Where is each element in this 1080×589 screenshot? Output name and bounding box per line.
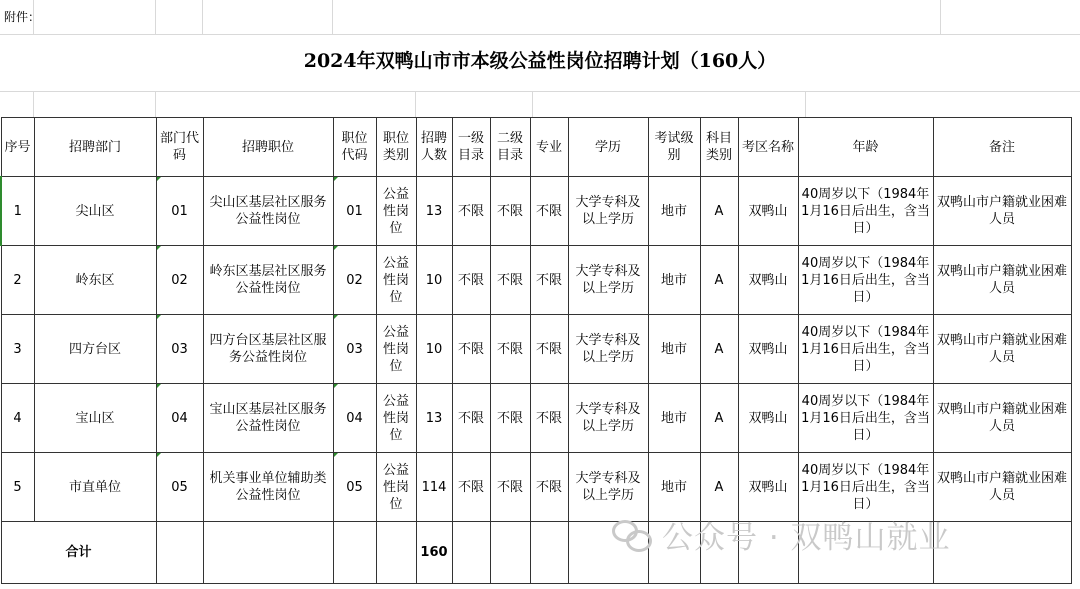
cell-major[interactable]: 不限 [530,453,568,522]
attachment-label: 附件： [4,10,41,24]
table-row [1,315,1071,384]
cell-age[interactable]: 40周岁以下（1984年1月16日后出生，含当日） [798,177,933,246]
cell-count[interactable]: 10 [416,246,452,315]
cell-level[interactable]: 地市 [648,453,700,522]
gridline [332,0,333,34]
cell-age[interactable]: 40周岁以下（1984年1月16日后出生，含当日） [798,453,933,522]
header-row [1,118,1071,177]
cell-count[interactable]: 13 [416,384,452,453]
cell-edu[interactable]: 大学专科及以上学历 [568,453,648,522]
empty-cell[interactable] [452,522,490,584]
cell-count[interactable]: 10 [416,315,452,384]
cell-pos-code[interactable]: 01 [333,177,376,246]
gridline [155,0,156,34]
table-row [1,246,1071,315]
empty-cell[interactable] [376,522,416,584]
table-row [1,177,1071,246]
cell-no[interactable]: 1 [1,177,34,246]
cell-major[interactable]: 不限 [530,384,568,453]
cell-dept[interactable]: 市直单位 [34,453,156,522]
empty-cell[interactable] [156,522,203,584]
cell-no[interactable]: 2 [1,246,34,315]
cell-dept[interactable]: 四方台区 [34,315,156,384]
header-cell[interactable]: 年龄 [798,118,933,177]
cell-dept[interactable]: 宝山区 [34,384,156,453]
cell-area[interactable]: 双鸭山 [738,453,798,522]
cell-area[interactable]: 双鸭山 [738,315,798,384]
header-cell[interactable]: 科目类别 [700,118,738,177]
cell-pos-code[interactable]: 04 [333,384,376,453]
cell-position[interactable]: 宝山区基层社区服务公益性岗位 [203,384,333,453]
cell-subject[interactable]: A [700,177,738,246]
watermark-text: 公众号 · 双鸭山就业 [662,520,951,556]
header-cell[interactable]: 备注 [933,118,1071,177]
cell-category[interactable]: 公益性岗位 [376,246,416,315]
total-count[interactable]: 160 [416,522,452,584]
empty-cell[interactable] [490,522,530,584]
header-cell[interactable]: 职位类别 [376,118,416,177]
header-cell[interactable]: 招聘职位 [203,118,333,177]
cell-dept-code[interactable]: 04 [156,384,203,453]
cell-position[interactable]: 岭东区基层社区服务公益性岗位 [203,246,333,315]
header-cell[interactable]: 学历 [568,118,648,177]
watermark [612,512,951,557]
gridline [805,91,806,117]
cell-no[interactable]: 4 [1,384,34,453]
header-cell[interactable]: 二级目录 [490,118,530,177]
header-cell[interactable]: 考区名称 [738,118,798,177]
cell-note[interactable]: 双鸭山市户籍就业困难人员 [933,384,1071,453]
cell-note[interactable]: 双鸭山市户籍就业困难人员 [933,177,1071,246]
cell-major[interactable]: 不限 [530,246,568,315]
header-cell[interactable]: 招聘部门 [34,118,156,177]
wechat-icon [612,518,652,552]
cell-note[interactable]: 双鸭山市户籍就业困难人员 [933,246,1071,315]
cell-dir1[interactable]: 不限 [452,453,490,522]
cell-edu[interactable]: 大学专科及以上学历 [568,315,648,384]
cell-dept-code[interactable]: 02 [156,246,203,315]
cell-level[interactable]: 地市 [648,177,700,246]
header-cell[interactable]: 一级目录 [452,118,490,177]
cell-dept[interactable]: 岭东区 [34,246,156,315]
cell-age[interactable]: 40周岁以下（1984年1月16日后出生，含当日） [798,384,933,453]
cell-note[interactable]: 双鸭山市户籍就业困难人员 [933,315,1071,384]
cell-category[interactable]: 公益性岗位 [376,315,416,384]
cell-position[interactable]: 四方台区基层社区服务公益性岗位 [203,315,333,384]
cell-level[interactable]: 地市 [648,246,700,315]
cell-age[interactable]: 40周岁以下（1984年1月16日后出生，含当日） [798,246,933,315]
cell-dir2[interactable]: 不限 [490,384,530,453]
cell-major[interactable]: 不限 [530,177,568,246]
cell-level[interactable]: 地市 [648,384,700,453]
cell-dept-code[interactable]: 05 [156,453,203,522]
header-cell[interactable]: 考试级别 [648,118,700,177]
cell-count[interactable]: 13 [416,177,452,246]
cell-area[interactable]: 双鸭山 [738,246,798,315]
cell-dept[interactable]: 尖山区 [34,177,156,246]
cell-pos-code[interactable]: 02 [333,246,376,315]
cell-category[interactable]: 公益性岗位 [376,177,416,246]
cell-no[interactable]: 3 [1,315,34,384]
cell-note[interactable]: 双鸭山市户籍就业困难人员 [933,453,1071,522]
header-cell[interactable]: 招聘人数 [416,118,452,177]
cell-edu[interactable]: 大学专科及以上学历 [568,177,648,246]
cell-dept-code[interactable]: 03 [156,315,203,384]
cell-dir2[interactable]: 不限 [490,177,530,246]
cell-edu[interactable]: 大学专科及以上学历 [568,384,648,453]
empty-cell[interactable] [203,522,333,584]
header-cell[interactable]: 序号 [1,118,34,177]
gridline [532,91,533,117]
cell-dir2[interactable]: 不限 [490,453,530,522]
cell-subject[interactable]: A [700,315,738,384]
gridline [202,0,203,34]
cell-pos-code[interactable]: 05 [333,453,376,522]
cell-dir2[interactable]: 不限 [490,246,530,315]
cell-category[interactable]: 公益性岗位 [376,384,416,453]
gridline [155,91,156,117]
cell-major[interactable]: 不限 [530,315,568,384]
cell-position[interactable]: 尖山区基层社区服务公益性岗位 [203,177,333,246]
gridline [33,91,34,117]
gridline [940,0,941,34]
cell-count[interactable]: 114 [416,453,452,522]
cell-category[interactable]: 公益性岗位 [376,453,416,522]
cell-age[interactable]: 40周岁以下（1984年1月16日后出生，含当日） [798,315,933,384]
empty-cell[interactable] [530,522,568,584]
cell-dir2[interactable]: 不限 [490,315,530,384]
cell-edu[interactable]: 大学专科及以上学历 [568,246,648,315]
cell-subject[interactable]: A [700,384,738,453]
gridline [0,91,1080,92]
empty-cell[interactable] [933,522,1071,584]
cell-pos-code[interactable]: 03 [333,315,376,384]
table-row [1,384,1071,453]
header-cell[interactable]: 职位代码 [333,118,376,177]
cell-subject[interactable]: A [700,453,738,522]
header-cell[interactable]: 部门代码 [156,118,203,177]
cell-dept-code[interactable]: 01 [156,177,203,246]
page-title: 2024年双鸭山市市本级公益性岗位招聘计划（160人） [303,50,777,72]
cell-dir1[interactable]: 不限 [452,384,490,453]
cell-dir1[interactable]: 不限 [452,246,490,315]
cell-area[interactable]: 双鸭山 [738,384,798,453]
cell-no[interactable]: 5 [1,453,34,522]
cell-area[interactable]: 双鸭山 [738,177,798,246]
cell-level[interactable]: 地市 [648,315,700,384]
header-cell[interactable]: 专业 [530,118,568,177]
empty-cell[interactable] [333,522,376,584]
total-label[interactable]: 合计 [1,522,156,584]
cell-dir1[interactable]: 不限 [452,177,490,246]
cell-dir1[interactable]: 不限 [452,315,490,384]
cell-subject[interactable]: A [700,246,738,315]
cell-position[interactable]: 机关事业单位辅助类公益性岗位 [203,453,333,522]
gridline [415,91,416,117]
gridline [0,34,1080,35]
